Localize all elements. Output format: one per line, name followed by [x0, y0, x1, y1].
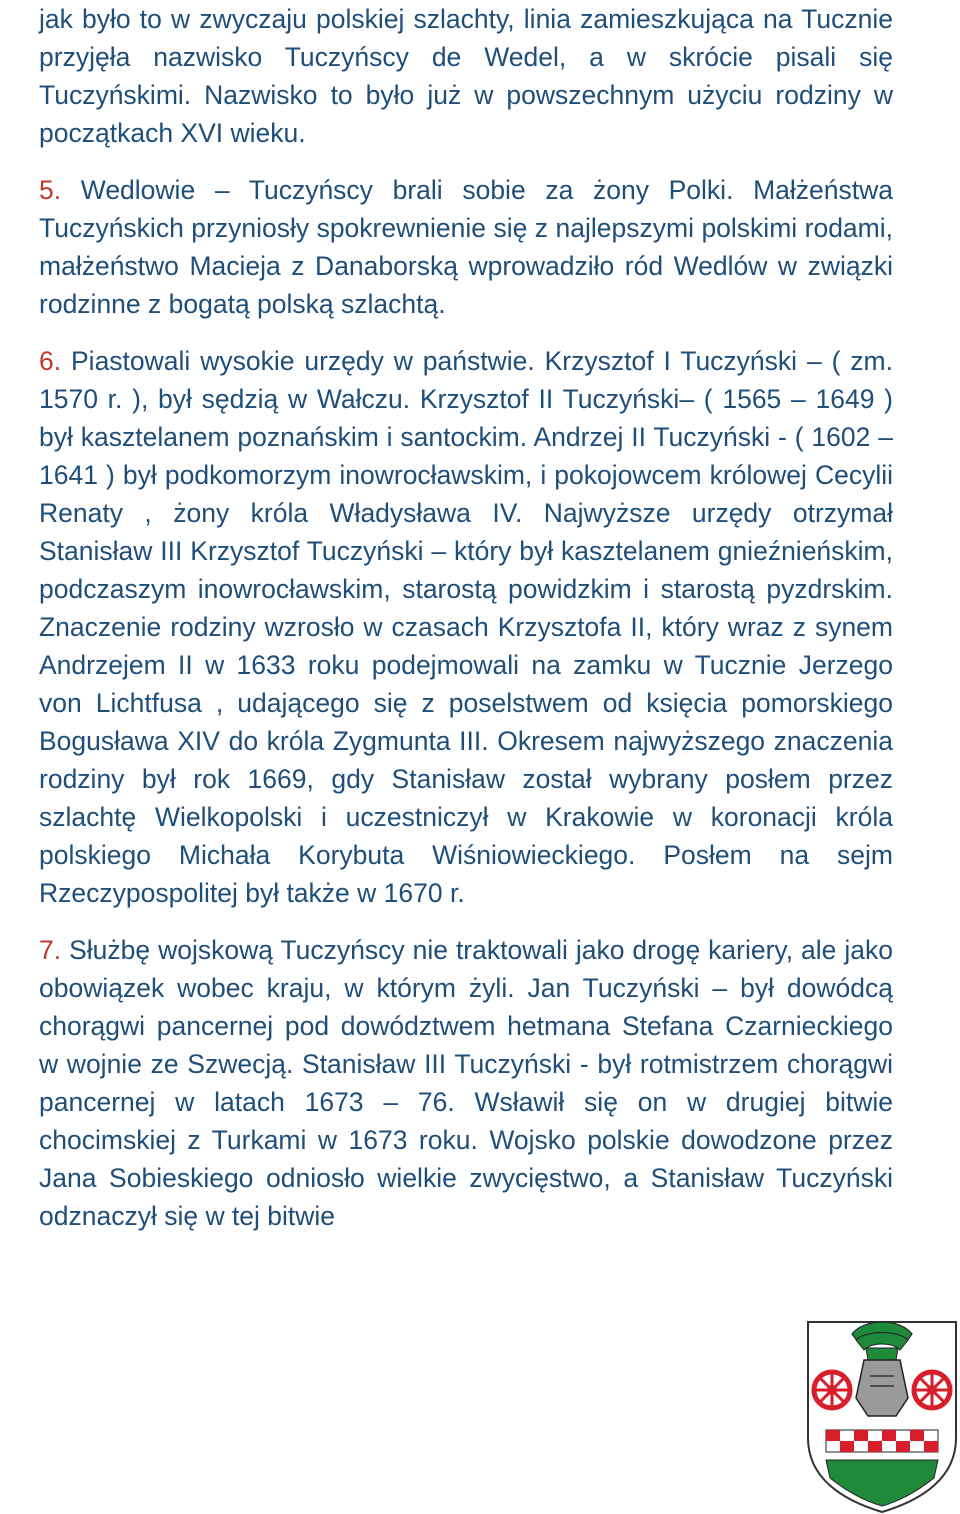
- list-number-5: 5.: [39, 175, 62, 205]
- list-item-7: [39, 931, 893, 1235]
- crest-green-base: [826, 1460, 938, 1506]
- paragraph-intro: jak było to w zwyczaju polskiej szlachty, linia zamieszkująca na Tucznie przyjęła nazwisko Tuczyńscy de Wedel, a w skrócie pisali się Tuczyńskimi. Nazwisko to było już w powszechnym użyciu rodziny w początkach XVI wieku.: [39, 4, 893, 148]
- document-body: [39, 0, 893, 1235]
- crest-checkered-band: [826, 1430, 938, 1452]
- crest-helm: [856, 1360, 908, 1416]
- list-text-6: Piastowali wysokie urzędy w państwie. Krzysztof I Tuczyński – ( zm. 1570 r. ), był sędzią w Wałczu. Krzysztof II Tuczyński– ( 1565 – 1649 ) był kasztelanem poznańskim i santockim. Andrzej II Tuczyński - ( 1602 – 1641 ) był podkomorzym inowrocławskim, i pokojowcem królowej Cecylii Renaty , żony króla Władysława IV. Najwyższe urzędy otrzymał Stanisław III Krzysztof Tuczyński – który był kasztelanem gnieźnieńskim, podczaszym inowrocławskim, starostą powidzkim i starostą pyzdrskim. Znaczenie rodziny wzrosło w czasach Krzysztofa II, który wraz z synem Andrzejem II w 1633 roku podejmowali na zamku w Tucznie Jerzego von Lichtfusa , udającego się z poselstwem od księcia pomorskiego Bogusława XIV do króla Zygmunta III. Okresem najwyższego znaczenia rodziny był rok 1669, gdy Stanisław został wybrany posłem przez szlachtę Wielkopolski i uczestniczył w Krakowie w koronacji króla polskiego Michała Korybuta Wiśniowieckiego. Posłem na sejm Rzeczypospolitej był także w 1670 r.: [39, 346, 893, 908]
- crest-wheel-right: [914, 1372, 950, 1408]
- list-number-7: 7.: [39, 935, 62, 965]
- list-text-5: Wedlowie – Tuczyńscy brali sobie za żony Polki. Małżeństwa Tuczyńskich przyniosły spokrewnienie się z najlepszymi polskimi rodami, małżeństwo Macieja z Danaborską wprowadziło ród Wedlów w związki rodzinne z bogatą polską szlachtą.: [39, 175, 893, 319]
- list-item-6: [39, 342, 893, 912]
- list-text-7: Służbę wojskową Tuczyńscy nie traktowali jako drogę kariery, ale jako obowiązek wobec kraju, w którym żyli. Jan Tuczyński – był dowódcą chorągwi pancernej pod dowództwem hetmana Stefana Czarnieckiego w wojnie ze Szwecją. Stanisław III Tuczyński - był rotmistrzem chorągwi pancernej w latach 1673 – 76. Wsławił się on w drugiej bitwie chocimskiej z Turkami w 1673 roku. Wojsko polskie dowodzone przez Jana Sobieskiego odniosło wielkie zwycięstwo, a Stanisław Tuczyński odznaczył się w tej bitwie: [39, 935, 893, 1231]
- coat-of-arms-icon: [804, 1320, 960, 1514]
- list-number-6: 6.: [39, 346, 62, 376]
- list-item-5: [39, 171, 893, 323]
- crest-wheel-left: [814, 1372, 850, 1408]
